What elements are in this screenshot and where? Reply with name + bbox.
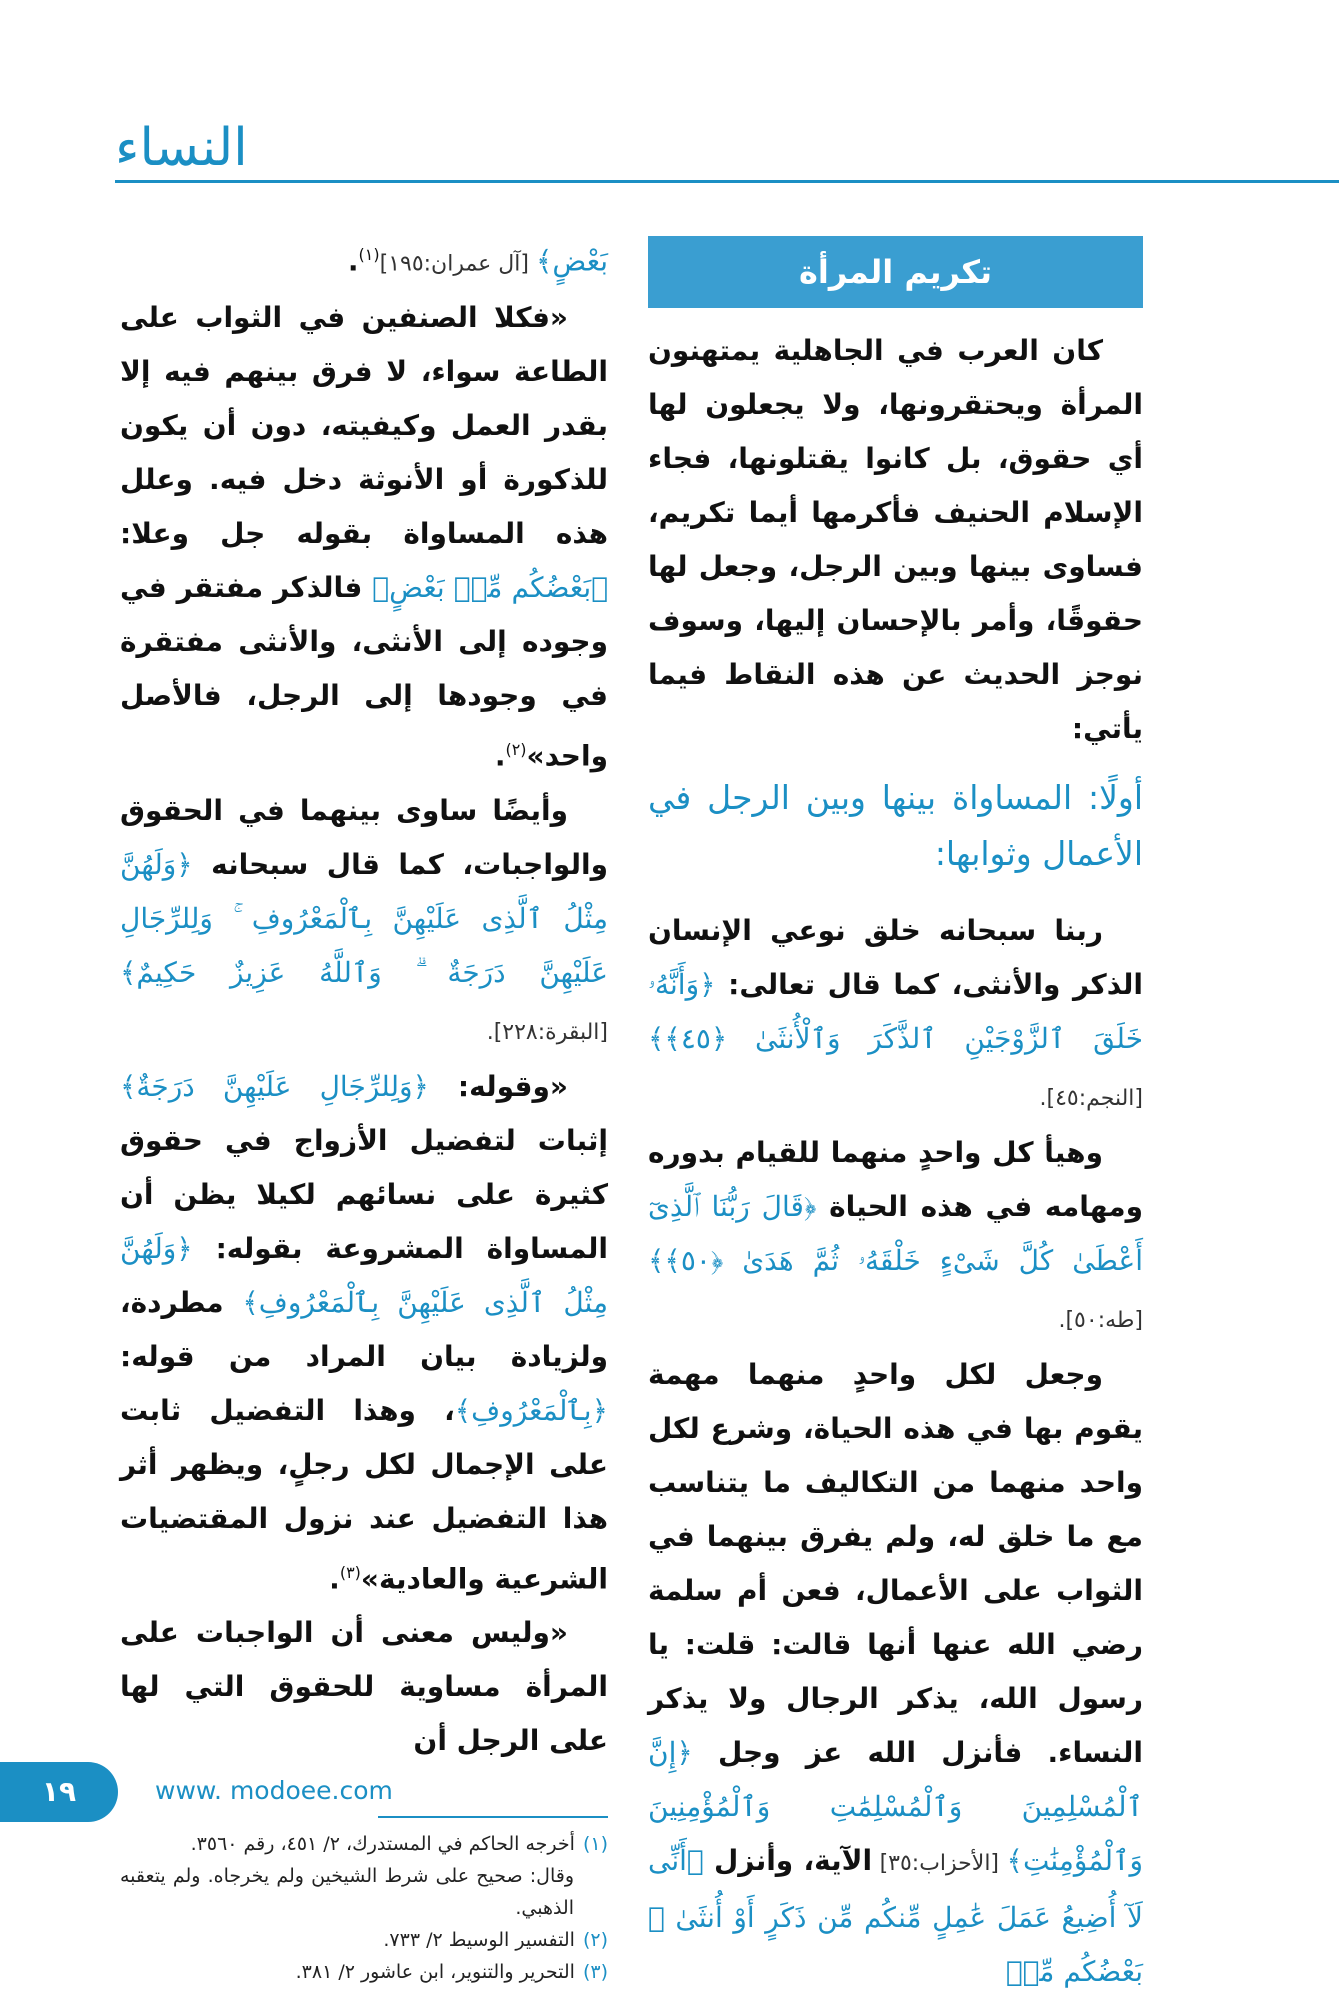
text: . [329, 1561, 340, 1595]
text: . [347, 244, 359, 278]
quran-verse: ﴿وَأَنَّهُۥ خَلَقَ ٱلزَّوْجَيْنِ ٱلذَّكَرَ وَٱلْأُنثَىٰ ﴿٤٥﴾﴾ [648, 968, 1143, 1055]
text: . [494, 739, 506, 773]
paragraph [120, 291, 608, 783]
verse-reference: [النجم:٤٥]. [1039, 1086, 1143, 1111]
text: وهيأ كل واحدٍ منهما للقيام بدوره ومهامه في هذه الحياة [648, 1136, 1143, 1223]
paragraph: «وليس معنى أن الواجبات على المرأة مساوية للحقوق التي لها على الرجل أن [120, 1615, 608, 1757]
paragraph [120, 228, 608, 291]
footnote-marker: (٢) [505, 740, 527, 760]
footnote [120, 1828, 608, 1860]
page-number: ١٩ [0, 1762, 118, 1822]
verse-reference: [البقرة:٢٢٨]. [486, 1019, 608, 1045]
footnote-text: التفسير الوسيط ٢/ ٧٣٣. [383, 1928, 575, 1951]
verse-reference: [آل عمران:١٩٥] [379, 251, 536, 277]
right-column [648, 236, 1143, 1999]
quran-verse: ﴿بَعْضُكُم مِّنۢ بَعْضٍ﴾ [372, 571, 608, 605]
paragraph [648, 904, 1143, 1126]
quran-verse: ﴿وَلَهُنَّ مِثْلُ ٱلَّذِى عَلَيْهِنَّ بِٱلْمَعْرُوفِ ۚ وَلِلرِّجَالِ عَلَيْهِنَّ دَرَجَةٌ ۗ وَٱللَّهُ عَزِيزٌ حَكِيمٌ﴾ [120, 847, 608, 989]
footnote-text: التحرير والتنوير، ابن عاشور ٢/ ٣٨١. [295, 1960, 575, 1983]
footnote-text: أخرجه الحاكم في المستدرك، ٢/ ٤٥١، رقم ٣٥٦٠. [190, 1832, 575, 1855]
footnote-number: (٢) [582, 1928, 608, 1951]
text: وأيضًا ساوى بينهما في الحقوق والواجبات، كما قال سبحانه [120, 793, 608, 881]
footnote-marker: (١) [358, 245, 380, 264]
text: «فكلا الصنفين في الثواب على الطاعة سواء، لا فرق بينهم فيه إلا بقدر العمل وكيفيته، دون أن يكون للذكورة أو الأنوثة دخل فيه. وعلل هذه المساواة بقوله جل وعلا: [120, 301, 608, 551]
header-divider [115, 180, 1339, 183]
left-column [120, 228, 608, 1988]
paragraph [648, 1126, 1143, 1348]
quran-verse: بَعْضٍ﴾ [535, 244, 608, 278]
text: فالذكر مفتقر في وجوده إلى الأنثى، والأنثى مفتقرة في وجودها إلى الرجل، فالأصل واحد» [120, 571, 608, 773]
footnote-number: (١) [582, 1832, 608, 1855]
footnote [120, 1860, 608, 1924]
quran-verse: ﴿بِٱلْمَعْرُوفِ﴾ [454, 1393, 608, 1427]
footnote-text: وقال: صحيح على شرط الشيخين ولم يخرجاه. ولم يتعقبه الذهبي. [120, 1864, 574, 1919]
footnote-marker: (٣) [339, 1562, 361, 1582]
text: مطردة، ولزيادة بيان المراد من قوله: [120, 1285, 608, 1373]
quran-verse: ﴿وَلِلرِّجَالِ عَلَيْهِنَّ دَرَجَةٌ﴾ [120, 1069, 429, 1103]
text: ربنا سبحانه خلق نوعي الإنسان الذكر والأنثى، كما قال تعالى: [648, 914, 1143, 1001]
verse-reference: [الأحزاب:٣٥] [872, 1851, 1007, 1876]
text: الآية، وأنزل [703, 1844, 873, 1877]
text: «وقوله: [428, 1069, 568, 1103]
website-link[interactable]: www. modoee.com [155, 1776, 393, 1805]
subheading: أولًا: المساواة بينها وبين الرجل في الأعمال وثوابها: [648, 778, 1143, 873]
paragraph [648, 1348, 1143, 1999]
text: وجعل لكل واحدٍ منهما مهمة يقوم بها في هذه الحياة، وشرع لكل واحد منهما من التكاليف ما يتناسب مع ما خلق له، ولم يفرق بينهما في الثواب على الأعمال، فعن أم سلمة رضي الله عنها أنها قالت: قلت: يا رسول الله، يذكر الرجال ولا يذكر النساء. فأنزل الله عز وجل [648, 1358, 1143, 1769]
footnote [120, 1924, 608, 1956]
text: إثبات لتفضيل الأزواج في حقوق كثيرة على نسائهم لكيلا يظن أن المساواة المشروعة بقوله: [120, 1123, 608, 1265]
footnote-number: (٣) [582, 1960, 608, 1983]
quran-verse: ﴿وَلَهُنَّ مِثْلُ ٱلَّذِى عَلَيْهِنَّ بِٱلْمَعْرُوفِ﴾ [120, 1231, 608, 1319]
section-title: تكريم المرأة [648, 236, 1143, 308]
paragraph [120, 1060, 608, 1606]
verse-reference: [طه:٥٠]. [1058, 1308, 1143, 1333]
text: ، وهذا التفضيل ثابت على الإجمال لكل رجلٍ، ويظهر أثر هذا التفضيل عند نزول المقتضيات الشرعية والعادية» [120, 1393, 608, 1595]
quran-verse: ﴿أَنِّى لَآ أُضِيعُ عَمَلَ عَٰمِلٍ مِّنكُم مِّن ذَكَرٍ أَوْ أُنثَىٰ ۖ بَعْضُكُم مِّنۢ [648, 1844, 1143, 1988]
paragraph [120, 784, 608, 1060]
quran-verse: ﴿قَالَ رَبُّنَا ٱلَّذِىٓ أَعْطَىٰ كُلَّ شَىْءٍ خَلْقَهُۥ ثُمَّ هَدَىٰ ﴿٥٠﴾﴾ [648, 1190, 1143, 1277]
footnote [120, 1956, 608, 1988]
footnote-divider [378, 1816, 608, 1818]
intro-paragraph: كان العرب في الجاهلية يمتهنون المرأة ويحتقرونها، ولا يجعلون لها أي حقوق، بل كانوا يقتلونها، فجاء الإسلام الحنيف فأكرمها أيما تكريم، فساوى بينها وبين الرجل، وجعل لها حقوقًا، وأمر بالإحسان إليها، وسوف نوجز الحديث عن هذه النقاط فيما يأتي: [648, 334, 1143, 745]
chapter-title: النساء [115, 118, 248, 178]
quran-verse: ﴿إِنَّ ٱلْمُسْلِمِينَ وَٱلْمُسْلِمَٰتِ وَٱلْمُؤْمِنِينَ وَٱلْمُؤْمِنَٰتِ﴾ [648, 1736, 1143, 1877]
